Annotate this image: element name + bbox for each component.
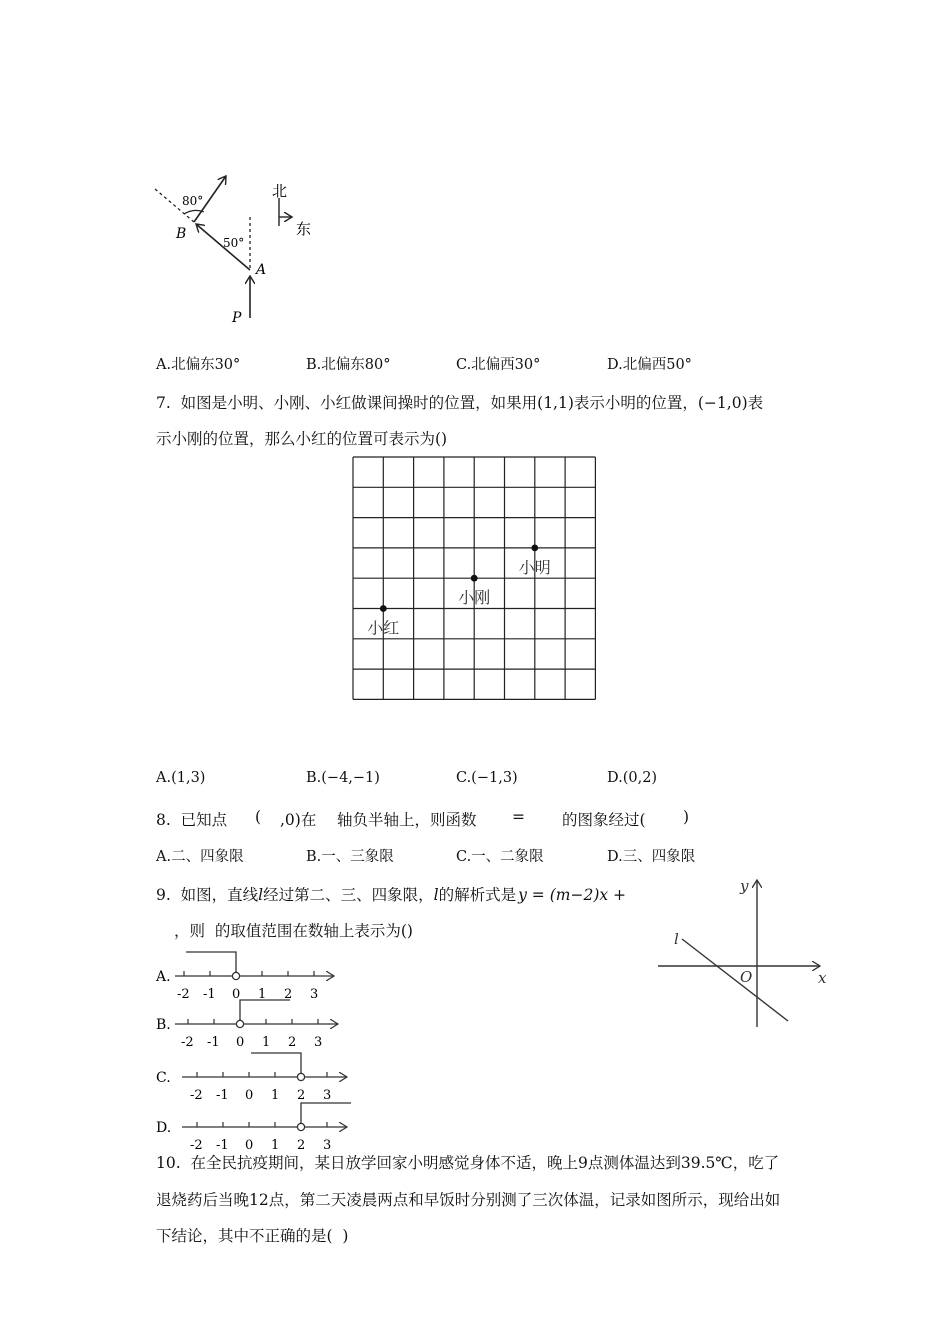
q8-text-part4: 轴负半轴上，则函数 <box>337 811 477 829</box>
q8-text-part7: ) <box>683 808 690 826</box>
q8-option-c[interactable]: C.一、二象限 <box>456 849 544 865</box>
q8-text-part5: = <box>512 808 525 826</box>
q8-option-a[interactable]: A.二、四象限 <box>156 849 244 865</box>
q10-text-line2: 退烧药后当晚12点，第二天凌晨两点和早饭时分别测了三次体温，记录如图所示，现给出如 <box>156 1191 781 1209</box>
q6-option-d[interactable]: D.北偏西50° <box>607 357 692 373</box>
q7-text-line1: 7. 如图是小明、小刚、小红做课间操时的位置，如果用(1,1)表示小明的位置，(−1,0)表 <box>156 394 764 412</box>
q9-text-a: 9. 如图，直线 <box>156 886 259 904</box>
q8-text-part3: ,0)在 <box>280 811 317 829</box>
q8-option-b[interactable]: B.一、三象限 <box>306 849 394 865</box>
point-a-label: A <box>256 262 267 278</box>
line-l-label: l <box>674 930 679 948</box>
open-endpoint-circle <box>236 1020 243 1027</box>
q9-line-symbol-2: l <box>433 886 439 904</box>
q8-option-d[interactable]: D.三、四象限 <box>607 849 696 865</box>
number-line-tick-label: 3 <box>323 1088 332 1103</box>
x-axis-label: x <box>818 969 827 987</box>
solution-ray <box>186 952 236 972</box>
grid-point-label: 小明 <box>518 557 551 577</box>
number-line-tick-label: 1 <box>258 987 267 1002</box>
number-line-tick-label: 0 <box>245 1138 254 1153</box>
number-line-tick-label: 0 <box>245 1088 254 1103</box>
number-line-tick-label: 2 <box>284 987 293 1002</box>
number-line-option-label: B. <box>156 1017 171 1033</box>
number-line-tick-label: -1 <box>203 987 216 1002</box>
number-line-tick-label: 1 <box>271 1088 280 1103</box>
number-line-tick-label: 0 <box>232 987 241 1002</box>
y-axis-label: y <box>740 877 749 895</box>
number-line-tick-label: -2 <box>177 987 190 1002</box>
number-line-tick-label: -2 <box>190 1088 203 1103</box>
number-line-tick-label: 2 <box>288 1035 297 1050</box>
q10-text-line1: 10. 在全民抗疫期间，某日放学回家小明感觉身体不适，晚上9点测体温达到39.5℃，吃了 <box>156 1154 780 1172</box>
q6-option-c[interactable]: C.北偏西30° <box>456 357 541 373</box>
q9-line-symbol: l <box>258 886 264 904</box>
grid-point-label: 小红 <box>367 618 400 638</box>
number-line-tick-label: -1 <box>207 1035 220 1050</box>
solution-ray <box>301 1103 351 1123</box>
angle-80-label: 80° <box>182 194 204 208</box>
origin-label: O <box>740 968 753 986</box>
solution-ray <box>251 1053 301 1073</box>
q9-text-b: 经过第二、三、四象限， <box>263 886 434 904</box>
number-line-option-d[interactable] <box>156 1103 351 1153</box>
q7-option-c[interactable]: C.(−1,3) <box>456 770 518 786</box>
number-line-tick-label: 3 <box>310 987 319 1002</box>
q8-text-part6: 的图象经过( <box>562 811 646 829</box>
number-line-tick-label: 1 <box>262 1035 271 1050</box>
number-line-tick-label: -2 <box>181 1035 194 1050</box>
q7-option-b[interactable]: B.(−4,−1) <box>306 770 380 786</box>
q10-text-line3: 下结论，其中不正确的是( ) <box>156 1227 349 1245</box>
point-p-label: P <box>232 310 242 326</box>
q6-option-b[interactable]: B.北偏东80° <box>306 357 391 373</box>
number-line-tick-label: 2 <box>297 1088 306 1103</box>
point-b-label: B <box>176 226 187 242</box>
number-line-tick-label: -1 <box>216 1088 229 1103</box>
number-line-option-b[interactable] <box>156 1000 338 1050</box>
q9-text-c: 的解析式是 <box>438 886 517 904</box>
number-line-tick-label: -2 <box>190 1138 203 1153</box>
number-line-option-a[interactable] <box>155 952 334 1002</box>
number-line-option-label: A. <box>156 969 171 985</box>
q7-option-a[interactable]: A.(1,3) <box>156 770 206 786</box>
number-line-option-label: D. <box>156 1120 172 1136</box>
q8-text-part2: ( <box>255 808 262 826</box>
open-endpoint-circle <box>232 972 239 979</box>
q6-option-a[interactable]: A.北偏东30° <box>156 357 241 373</box>
q9-formula: y = (m−2)x + <box>518 886 627 904</box>
east-label: 东 <box>296 220 312 238</box>
number-line-option-label: C. <box>156 1070 171 1086</box>
q7-text-line2: 示小刚的位置，那么小红的位置可表示为() <box>156 430 448 448</box>
q9-text-line2: ，则 的取值范围在数轴上表示为() <box>174 922 413 940</box>
number-line-tick-label: 3 <box>314 1035 323 1050</box>
number-line-tick-label: 3 <box>323 1138 332 1153</box>
solution-ray <box>240 1000 290 1020</box>
angle-50-label: 50° <box>223 236 245 250</box>
number-line-option-c[interactable] <box>156 1053 347 1103</box>
q8-text-part1: 8. 已知点 <box>156 811 228 829</box>
number-line-tick-label: 2 <box>297 1138 306 1153</box>
number-line-tick-label: 1 <box>271 1138 280 1153</box>
q7-option-d[interactable]: D.(0,2) <box>607 770 658 786</box>
open-endpoint-circle <box>297 1123 304 1130</box>
open-endpoint-circle <box>297 1073 304 1080</box>
grid-point-label: 小刚 <box>458 588 491 608</box>
number-line-tick-label: 0 <box>236 1035 245 1050</box>
north-label: 北 <box>272 182 288 200</box>
number-line-tick-label: -1 <box>216 1138 229 1153</box>
